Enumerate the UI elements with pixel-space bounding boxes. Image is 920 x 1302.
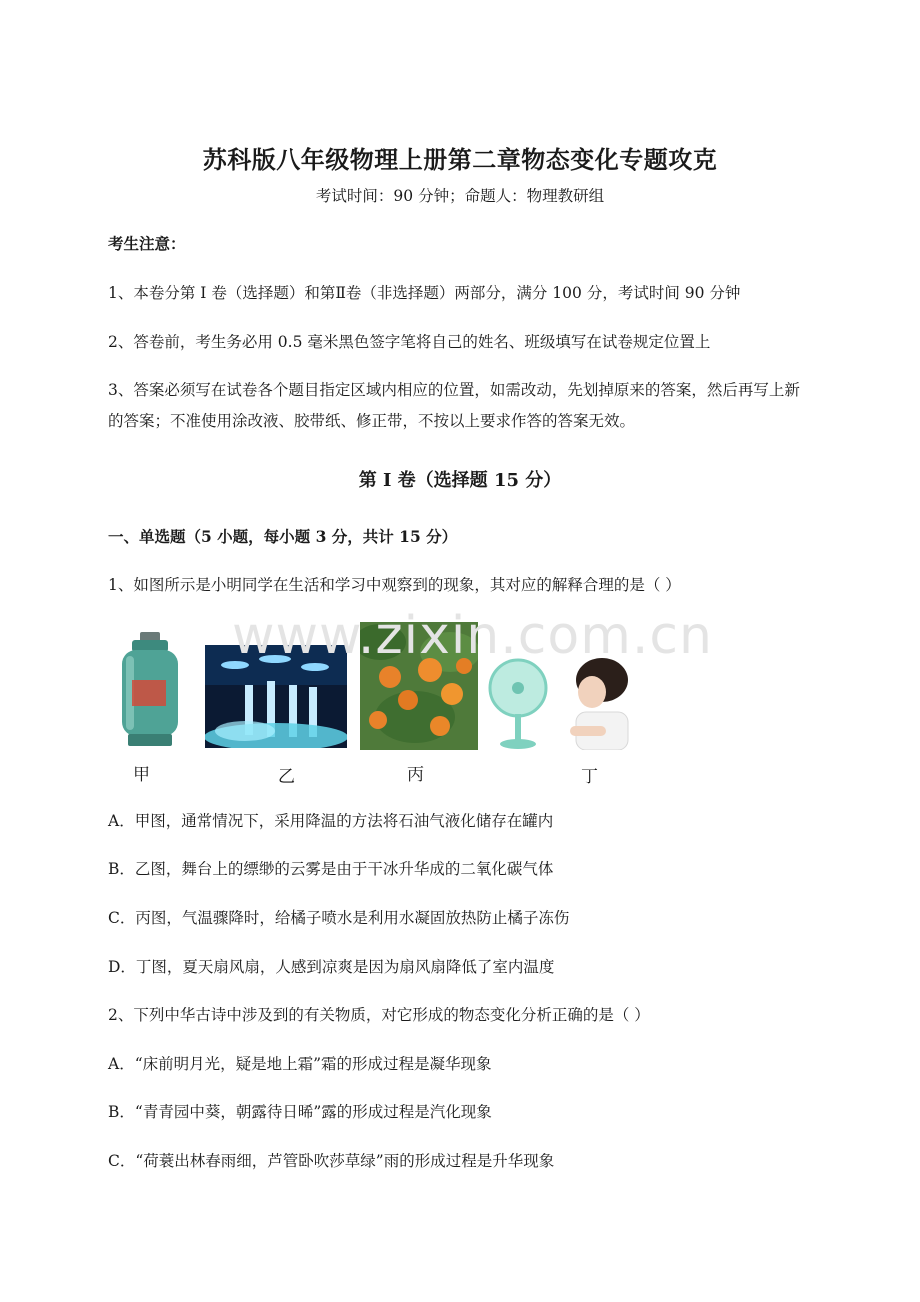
notice-item-2: 2、答卷前，考生务必用 0.5 毫米黑色签字笔将自己的姓名、班级填写在试卷规定位置上 [108,333,711,351]
image-label-yi: 乙 [278,767,295,787]
exam-info: 考试时间：90 分钟；命题人：物理教研组 [315,187,605,205]
notice-item-3-cont: 的答案；不准使用涂改液、胶带纸、修正带，不按以上要求作答的答案无效。 [108,412,636,430]
question-1-option-c: C．丙图，气温骤降时，给橘子喷水是利用水凝固放热防止橘子冻伤 [108,909,570,927]
notice-item-1: 1、本卷分第 I 卷（选择题）和第Ⅱ卷（非选择题）两部分，满分 100 分，考试时间 90 分钟 [108,284,741,302]
document-title: 苏科版八年级物理上册第二章物态变化专题攻克 [202,145,718,174]
image-label-ding: 丁 [581,767,598,787]
question-1-option-d: D．丁图，夏天扇风扇，人感到凉爽是因为扇风扇降低了室内温度 [108,958,555,976]
question-1-option-a: A．甲图，通常情况下，采用降温的方法将石油气液化储存在罐内 [108,812,554,830]
part-title: 一、单选题（5 小题，每小题 3 分，共计 15 分） [108,527,458,546]
gas-cylinder-image [118,630,182,750]
section-title: 第 I 卷（选择题 15 分） [358,470,562,491]
question-1-option-b: B．乙图，舞台上的缥缈的云雾是由于干冰升华成的二氧化碳气体 [108,860,554,878]
question-2-option-a: A．“床前明月光，疑是地上霜”霜的形成过程是凝华现象 [108,1055,492,1073]
watermark: www.zixin.com.cn [232,606,713,666]
question-1-stem: 1、如图所示是小明同学在生活和学习中观察到的现象，其对应的解释合理的是（ ） [108,576,681,594]
image-label-jia: 甲 [133,765,150,785]
notice-item-3: 3、答案必须写在试卷各个题目指定区域内相应的位置，如需改动，先划掉原来的答案，然后再写上新 [108,381,800,399]
question-2-option-c: C．“荷蓑出林春雨细，芦管卧吹莎草绿”雨的形成过程是升华现象 [108,1152,555,1170]
question-2-stem: 2、下列中华古诗中涉及到的有关物质，对它形成的物态变化分析正确的是（ ） [108,1006,650,1024]
notice-heading: 考生注意： [108,234,186,253]
question-2-option-b: B．“青青园中葵，朝露待日晞”露的形成过程是汽化现象 [108,1103,492,1121]
fan-and-person-image [484,652,632,750]
image-label-bing: 丙 [407,765,424,785]
